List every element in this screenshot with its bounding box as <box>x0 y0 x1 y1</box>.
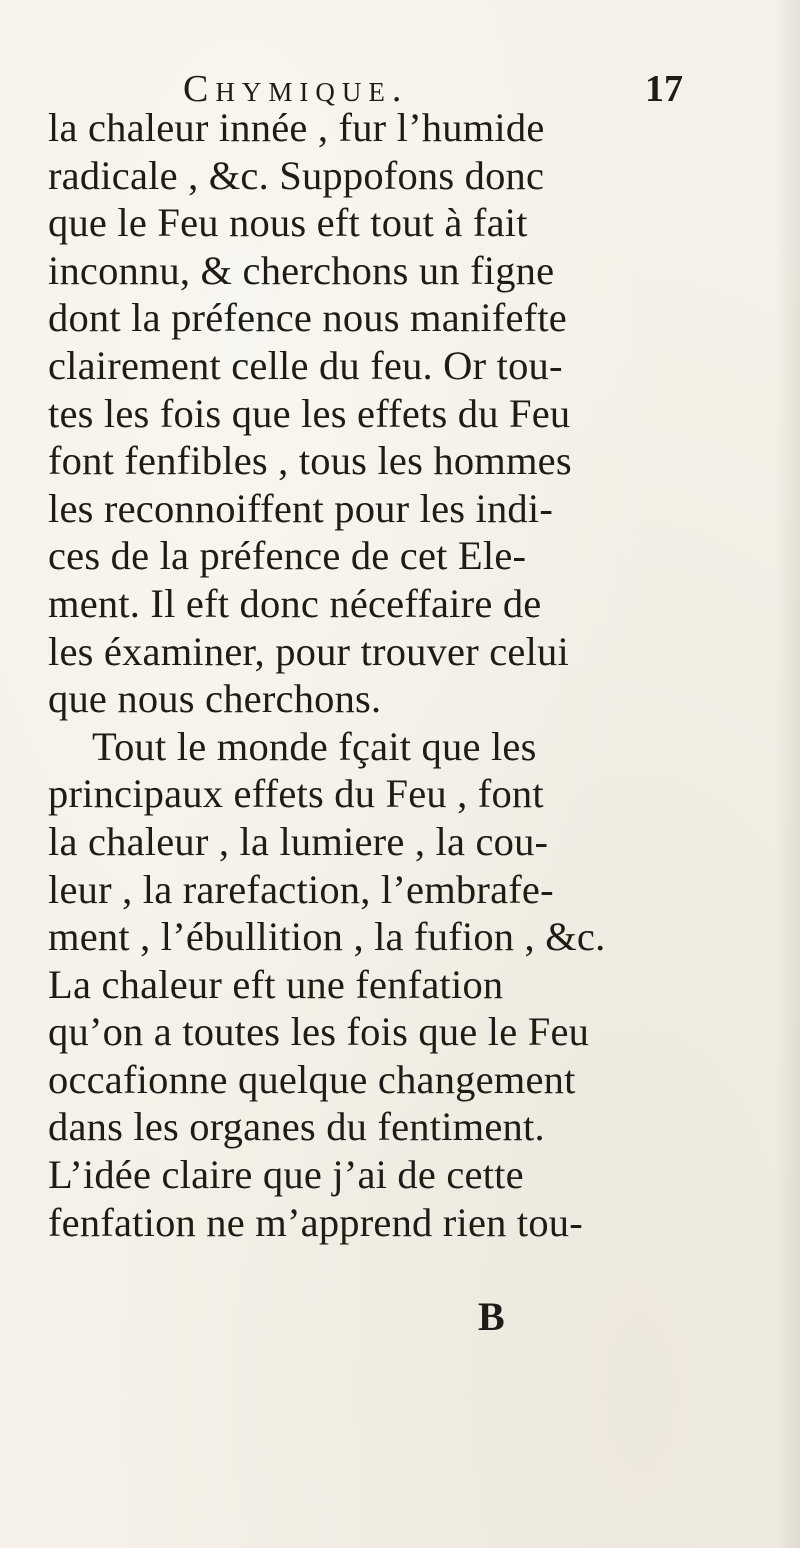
text-line: les éxaminer, pour trouver celui <box>48 628 569 674</box>
text-line: inconnu, & cherchons un figne <box>48 247 555 293</box>
text-line: fenfation ne m’apprend rien tou- <box>48 1199 583 1245</box>
text-line: que le Feu nous eft tout à fait <box>48 200 528 246</box>
text-line: principaux effets du Feu , font <box>48 771 544 817</box>
text-line: la chaleur , la lumiere , la cou- <box>48 818 549 864</box>
body-text <box>48 104 748 1246</box>
text-line: dont la préfence nous manifefte <box>48 295 567 341</box>
text-line: que nous cherchons. <box>48 676 382 722</box>
text-line: qu’on a toutes les fois que le Feu <box>48 1009 590 1055</box>
text-line: clairement celle du feu. Or tou- <box>48 342 563 388</box>
paragraph-start-line: Tout le monde fçait que les <box>92 723 537 769</box>
text-line: La chaleur eft une fenfation <box>48 961 504 1007</box>
signature-mark: B <box>478 1294 505 1339</box>
page-edge-shadow <box>776 0 800 1548</box>
text-line: tes les fois que les effets du Feu <box>48 390 571 436</box>
text-line: les reconnoiffent pour les indi- <box>48 485 554 531</box>
text-line: ces de la préfence de cet Ele- <box>48 533 527 579</box>
text-line: L’idée claire que j’ai de cette <box>48 1152 524 1198</box>
text-line: la chaleur innée , fur l’humide <box>48 105 545 150</box>
text-line: ment , l’ébullition , la fufion , &c. <box>48 914 606 960</box>
text-line: leur , la rarefaction, l’embrafe- <box>48 866 554 912</box>
text-line: ment. Il eft donc néceffaire de <box>48 580 542 626</box>
page-number: 17 <box>645 68 683 110</box>
running-head: Chymique. <box>183 68 409 110</box>
text-line: dans les organes du fentiment. <box>48 1104 545 1150</box>
text-line: font fenfibles , tous les hommes <box>48 438 572 484</box>
text-line: radicale , &c. Suppofons donc <box>48 152 545 198</box>
text-line: occafionne quelque changement <box>48 1056 576 1102</box>
